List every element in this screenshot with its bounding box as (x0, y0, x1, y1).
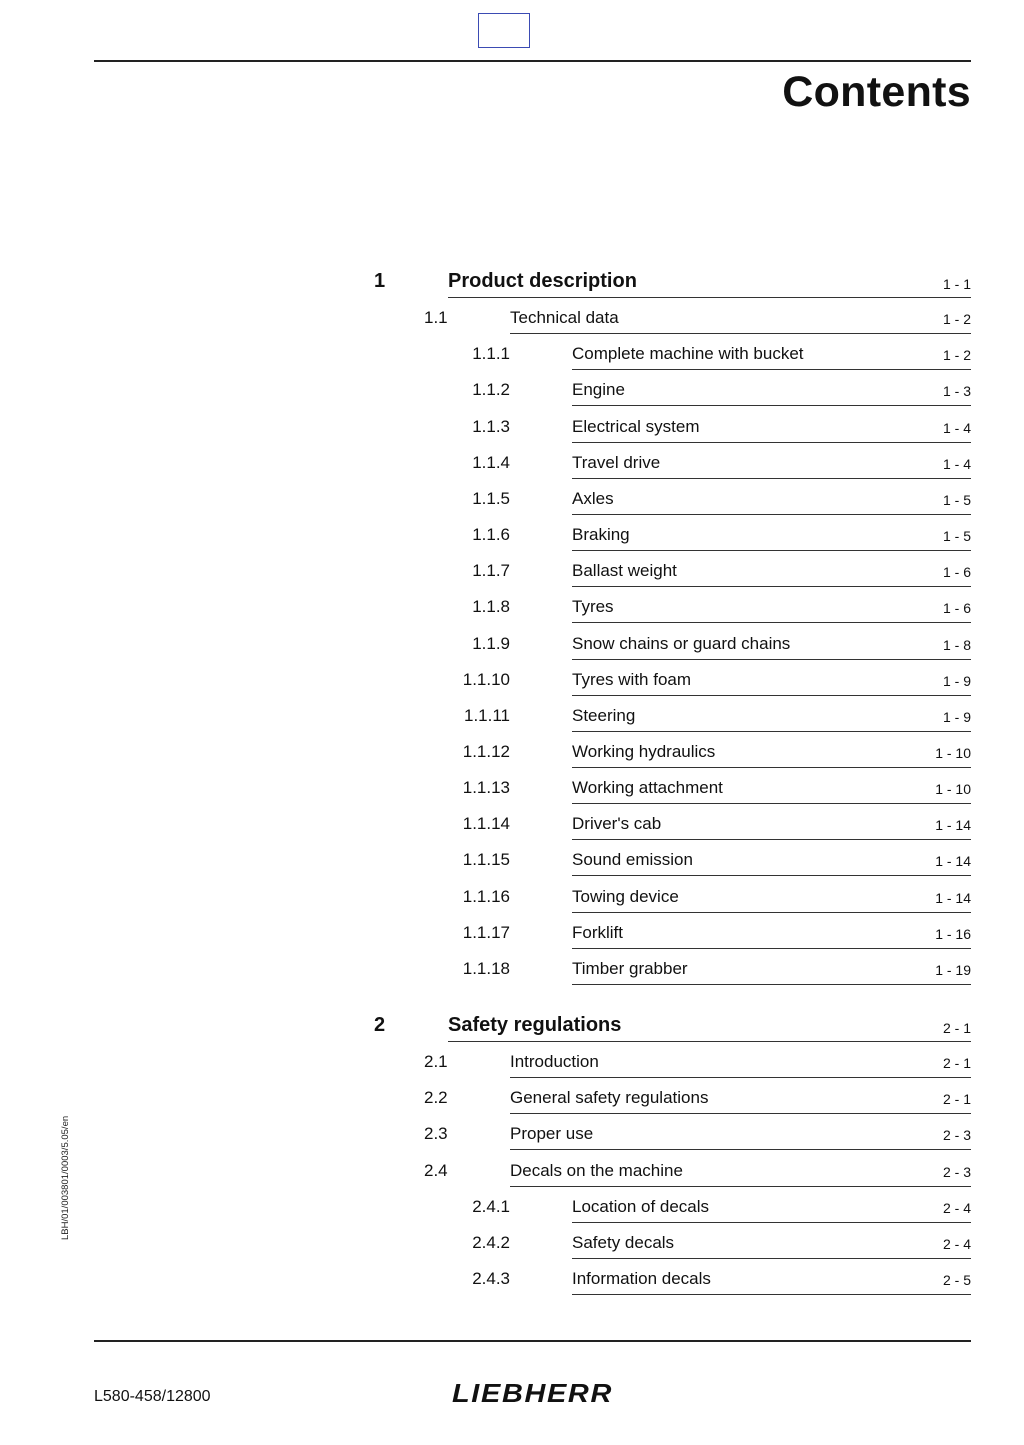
toc-page: 1 - 4 (942, 455, 971, 472)
toc-page: 1 - 6 (942, 600, 971, 617)
toc-number: 1.1.3 (472, 416, 510, 436)
toc-page: 1 - 4 (942, 419, 971, 436)
toc-page: 1 - 5 (942, 528, 971, 545)
toc-entry[interactable] (0, 921, 1024, 957)
footer-rule (94, 1340, 971, 1342)
toc-title[interactable]: Sound emission (572, 850, 693, 870)
header-box (478, 13, 530, 48)
toc-page: 1 - 5 (942, 491, 971, 508)
toc-number: 1.1.16 (462, 886, 510, 906)
toc-title[interactable]: Proper use (510, 1124, 594, 1144)
toc-title[interactable]: Engine (572, 380, 625, 400)
toc-entry[interactable] (0, 1122, 1024, 1158)
toc-title[interactable]: Axles (572, 488, 614, 508)
toc-page: 1 - 1 (942, 276, 971, 292)
toc-number: 1 (374, 270, 386, 292)
toc-underline (572, 1294, 971, 1295)
toc-number: 2.4.2 (472, 1232, 510, 1252)
toc-title[interactable]: Working attachment (572, 778, 723, 798)
toc-page: 2 - 1 (942, 1055, 971, 1072)
logo-wordmark: LIEBHERR (452, 1378, 613, 1408)
toc-page: 1 - 2 (942, 311, 971, 328)
side-reference: LBH/01/003801/0003/5.05/en (60, 1115, 71, 1240)
toc-page: 1 - 14 (935, 889, 971, 906)
toc-underline (572, 659, 971, 660)
toc-number: 1.1.6 (472, 525, 510, 545)
toc-underline (448, 1041, 971, 1042)
toc-entry[interactable] (0, 342, 1024, 378)
toc-number: 1.1.17 (462, 922, 510, 942)
toc-page: 1 - 2 (942, 347, 971, 364)
toc-number: 1.1.10 (462, 669, 510, 689)
toc-entry[interactable] (0, 957, 1024, 993)
toc-title[interactable]: Timber grabber (572, 958, 688, 978)
toc-underline (572, 839, 971, 840)
toc-title[interactable]: Snow chains or guard chains (572, 633, 791, 653)
toc-page: 1 - 10 (935, 781, 971, 798)
toc-number: 1.1.11 (463, 705, 510, 725)
toc-entry[interactable] (0, 668, 1024, 704)
toc-entry[interactable] (0, 740, 1024, 776)
toc-title[interactable]: Introduction (510, 1052, 599, 1072)
toc-page: 1 - 10 (935, 744, 971, 761)
toc-entry[interactable] (0, 378, 1024, 414)
toc-title[interactable]: Product description (448, 270, 637, 292)
toc-title[interactable]: Safety regulations (448, 1014, 622, 1036)
toc-number: 1.1.9 (472, 633, 510, 653)
toc-entry[interactable] (0, 1014, 1024, 1050)
toc-underline (572, 875, 971, 876)
toc-entry[interactable] (0, 1231, 1024, 1267)
toc-page: 1 - 3 (942, 383, 971, 400)
toc-title[interactable]: Steering (572, 705, 636, 725)
toc-number: 1.1 (424, 308, 448, 328)
document-number: L580-458/12800 (94, 1388, 211, 1405)
toc-title[interactable]: General safety regulations (510, 1088, 709, 1108)
toc-number: 1.1.18 (462, 958, 510, 978)
toc-underline (510, 1077, 971, 1078)
toc-underline (572, 478, 971, 479)
toc-underline (510, 1113, 971, 1114)
toc-underline (572, 731, 971, 732)
toc-title[interactable]: Information decals (572, 1269, 711, 1289)
liebherr-logo (451, 1378, 615, 1408)
toc-title[interactable]: Braking (572, 525, 630, 545)
toc-title[interactable]: Working hydraulics (572, 741, 716, 761)
toc-title[interactable]: Tyres with foam (572, 669, 692, 689)
toc-title[interactable]: Ballast weight (572, 561, 677, 581)
toc-page: 2 - 1 (942, 1091, 971, 1108)
toc-page: 1 - 16 (935, 925, 971, 942)
toc-page: 1 - 8 (942, 636, 971, 653)
toc-number: 1.1.7 (472, 561, 510, 581)
toc-underline (448, 297, 971, 298)
toc-number: 2.4.3 (472, 1269, 510, 1289)
toc-entry[interactable] (0, 1159, 1024, 1195)
toc-number: 2.1 (424, 1052, 448, 1072)
toc-entry[interactable] (0, 1195, 1024, 1231)
toc-title[interactable]: Driver's cab (572, 814, 662, 834)
toc-page: 1 - 14 (935, 817, 971, 834)
toc-title[interactable]: Safety decals (572, 1232, 675, 1252)
toc-title[interactable]: Technical data (510, 308, 619, 328)
toc-underline (510, 1186, 971, 1187)
toc-underline (572, 514, 971, 515)
toc-underline (572, 803, 971, 804)
toc-entry[interactable] (0, 306, 1024, 342)
toc-entry[interactable] (0, 559, 1024, 595)
toc-title[interactable]: Location of decals (572, 1196, 710, 1216)
toc-underline (572, 767, 971, 768)
toc-entry[interactable] (0, 451, 1024, 487)
toc-underline (572, 984, 971, 985)
toc-underline (572, 948, 971, 949)
toc-underline (572, 442, 971, 443)
toc-entry[interactable] (0, 776, 1024, 812)
toc-number: 2.2 (424, 1088, 448, 1108)
toc-page: 2 - 1 (942, 1020, 971, 1036)
toc-entry[interactable] (0, 812, 1024, 848)
toc-number: 1.1.12 (462, 741, 510, 761)
toc-entry[interactable] (0, 270, 1024, 306)
toc-number: 1.1.8 (472, 597, 510, 617)
toc-page: 2 - 3 (942, 1163, 971, 1180)
page-title: Contents (782, 68, 971, 116)
toc-title[interactable]: Tyres (572, 597, 614, 617)
toc-entry[interactable] (0, 885, 1024, 921)
toc-number: 1.1.4 (472, 452, 510, 472)
toc-underline (572, 1222, 971, 1223)
toc-number: 1.1.2 (472, 380, 510, 400)
toc-entry[interactable] (0, 1267, 1024, 1303)
toc-number: 2.4.1 (472, 1196, 510, 1216)
toc-number: 1.1.1 (472, 344, 510, 364)
toc-page: 1 - 6 (942, 564, 971, 581)
toc-entry[interactable] (0, 1050, 1024, 1086)
toc-entry[interactable] (0, 415, 1024, 451)
toc-underline (572, 405, 971, 406)
toc-number: 2.4 (424, 1160, 448, 1180)
toc-page: 1 - 19 (935, 961, 971, 978)
toc-entry[interactable] (0, 487, 1024, 523)
toc-number: 1.1.5 (472, 488, 510, 508)
toc-entry[interactable] (0, 523, 1024, 559)
toc-page: 2 - 4 (942, 1199, 971, 1216)
toc-underline (572, 369, 971, 370)
toc-underline (572, 695, 971, 696)
toc-page: 2 - 4 (942, 1235, 971, 1252)
toc-title[interactable]: Travel drive (572, 452, 661, 472)
toc-number: 1.1.15 (462, 850, 510, 870)
toc-underline (510, 1149, 971, 1150)
toc-number: 1.1.14 (462, 814, 510, 834)
toc-page: 2 - 3 (942, 1127, 971, 1144)
toc-page: 2 - 5 (942, 1272, 971, 1289)
toc-underline (572, 1258, 971, 1259)
toc-title[interactable]: Forklift (572, 922, 623, 942)
header-rule (94, 60, 971, 62)
toc-page: 1 - 14 (935, 853, 971, 870)
toc-title[interactable]: Complete machine with bucket (572, 344, 804, 364)
toc-entry[interactable] (0, 1086, 1024, 1122)
toc-title[interactable]: Decals on the machine (510, 1160, 683, 1180)
toc-title[interactable]: Towing device (572, 886, 679, 906)
toc-number: 2.3 (424, 1124, 448, 1144)
toc-entry[interactable] (0, 848, 1024, 884)
toc-underline (510, 333, 971, 334)
toc-entry[interactable] (0, 632, 1024, 668)
toc-underline (572, 550, 971, 551)
toc-page: 1 - 9 (942, 708, 971, 725)
toc-title[interactable]: Electrical system (572, 416, 700, 436)
toc-underline (572, 586, 971, 587)
toc-underline (572, 622, 971, 623)
toc-underline (572, 912, 971, 913)
toc-number: 1.1.13 (462, 778, 510, 798)
toc-entry[interactable] (0, 595, 1024, 631)
toc-entry[interactable] (0, 704, 1024, 740)
toc-page: 1 - 9 (942, 672, 971, 689)
toc-number: 2 (374, 1014, 386, 1036)
